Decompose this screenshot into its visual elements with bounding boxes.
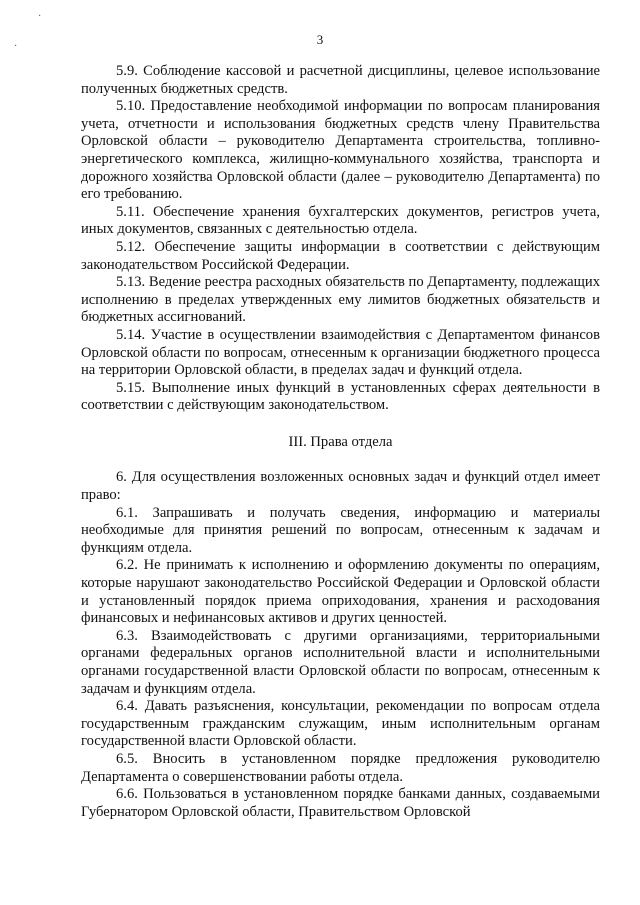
paragraph-5-11: 5.11. Обеспечение хранения бухгалтерских документов, регистров учета, иных документов, связанных с деятельностью отдела. [81,203,600,238]
document-body [81,63,600,821]
paragraph-6: 6. Для осуществления возложенных основных задач и функций отдел имеет право: [81,469,600,504]
paragraph-5-14: 5.14. Участие в осуществлении взаимодействия с Департаментом финансов Орловской области по вопросам, отнесенным к организации бюджетного процесса на территории Орловской области, в пределах задач и функций отдела. [81,326,600,379]
paragraph-6-2: 6.2. Не принимать к исполнению и оформлению документы по операциям, которые нарушают законодательство Российской Федерации и Орловской области и установленный порядок приема оприходования, хранения и расходования финансовых и нефинансовых активов и других ценностей. [81,557,600,627]
scan-mark: · [14,41,18,52]
paragraph-5-13: 5.13. Ведение реестра расходных обязательств по Департаменту, подлежащих исполнению в пределах утвержденных ему лимитов бюджетных обязательств и бюджетных ассигнований. [81,274,600,326]
scan-mark: · [38,11,42,22]
page-number: 3 [316,32,324,47]
paragraph-6-1: 6.1. Запрашивать и получать сведения, информацию и материалы необходимые для принятия решений по вопросам, отнесенным к задачам и функциям отдела. [81,504,600,556]
paragraph-5-12: 5.12. Обеспечение защиты информации в соответствии с действующим законодательством Российской Федерации. [81,238,600,273]
paragraph-6-3: 6.3. Взаимодействовать с другими организациями, территориальными органами федеральных органов исполнительной власти и исполнительными органами государственной власти Орловской области по вопросам, отнесенным к задачам и функциям отдела. [81,627,600,697]
paragraph-6-5: 6.5. Вносить в установленном порядке предложения руководителю Департамента о совершенствовании работы отдела. [81,750,600,785]
paragraph-5-15: 5.15. Выполнение иных функций в установленных сферах деятельности в соответствии с действующим законодательством. [81,379,600,414]
paragraph-6-4: 6.4. Давать разъяснения, консультации, рекомендации по вопросам отдела государственным гражданским служащим, иным исполнительным органам государственной власти Орловской области. [81,698,600,750]
section-heading: III. Права отдела [288,433,393,450]
paragraph-5-10: 5.10. Предоставление необходимой информации по вопросам планирования учета, отчетности и использования бюджетных средств члену Правительства Орловской области – руководителю Департамента строительства, топливно-энергетического комплекса, жилищно-коммунального хозяйства, транспорта и дорожного хозяйства Орловской области (далее – руководителю Департамента) по его требованию. [81,98,600,203]
paragraph-5-9: 5.9. Соблюдение кассовой и расчетной дисциплины, целевое использование полученных бюджетных средств. [81,63,600,97]
paragraph-6-6: 6.6. Пользоваться в установленном порядке банками данных, создаваемыми Губернатором Орловской области, Правительством Орловской [81,786,600,820]
